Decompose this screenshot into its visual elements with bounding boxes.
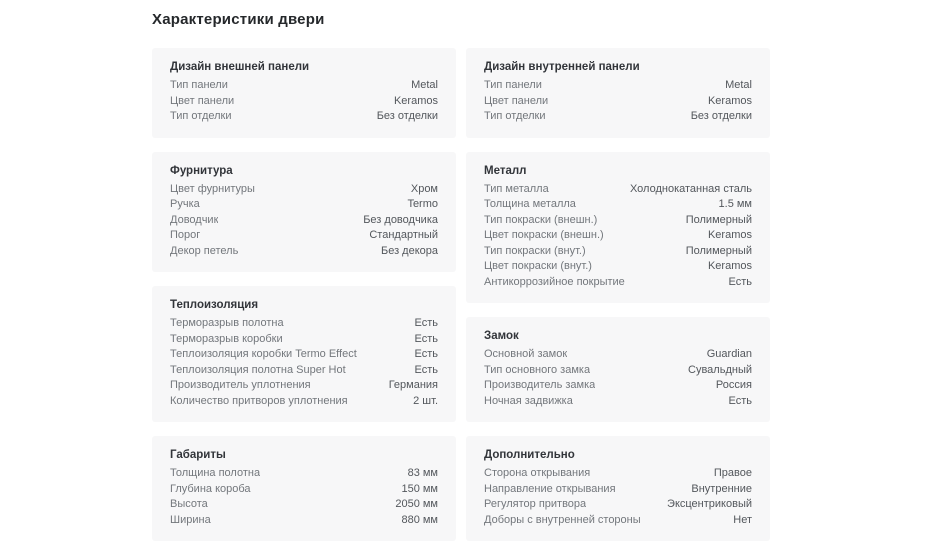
- spec-label: Тип отделки: [484, 110, 546, 122]
- spec-label: Тип покраски (внут.): [484, 244, 586, 257]
- spec-label: Основной замок: [484, 348, 568, 360]
- spec-label: Антикоррозийное покрытие: [484, 275, 625, 288]
- spec-label: Теплоизоляция полотна Super Hot: [170, 363, 346, 376]
- spec-card-title: Габариты: [170, 449, 226, 461]
- specs-page: [152, 10, 772, 541]
- spec-value: Эксцентриковый: [667, 498, 752, 510]
- spec-value: Сувальдный: [688, 363, 752, 376]
- spec-row: [170, 244, 438, 260]
- spec-card: [152, 286, 456, 422]
- spec-card-title: Дополнительно: [484, 449, 575, 461]
- spec-label: Цвет панели: [170, 94, 235, 107]
- spec-card-title: Теплоизоляция: [170, 299, 259, 311]
- spec-value: Без отделки: [376, 110, 438, 122]
- spec-row: [484, 94, 752, 110]
- spec-card: [152, 48, 456, 138]
- spec-row: [484, 363, 752, 379]
- spec-value: Холоднокатанная сталь: [629, 182, 752, 195]
- spec-value: 880 мм: [401, 513, 438, 526]
- spec-row: [170, 497, 438, 513]
- spec-row: [484, 78, 752, 94]
- spec-row: [170, 182, 438, 198]
- spec-card: [466, 152, 770, 304]
- spec-value: Есть: [728, 275, 752, 288]
- spec-row: [484, 394, 752, 410]
- spec-label: Доборы с внутренней стороны: [484, 513, 641, 526]
- spec-value: Германия: [388, 379, 438, 391]
- spec-row: [484, 466, 752, 482]
- spec-card-title: Дизайн внутренней панели: [484, 61, 640, 73]
- spec-value: Metal: [725, 79, 752, 91]
- spec-value: Без доводчика: [363, 213, 438, 226]
- spec-row: [170, 482, 438, 498]
- spec-rows: [484, 347, 752, 409]
- spec-value: Termo: [407, 198, 438, 210]
- spec-value: Есть: [728, 394, 752, 407]
- spec-value: 2050 мм: [395, 498, 438, 510]
- spec-value: Полимерный: [685, 213, 752, 226]
- spec-value: Внутренние: [691, 482, 752, 495]
- spec-value: Metal: [411, 79, 438, 91]
- spec-card: [466, 436, 770, 541]
- spec-label: Тип покраски (внешн.): [484, 213, 598, 226]
- spec-label: Тип панели: [484, 79, 542, 91]
- spec-row: [170, 378, 438, 394]
- spec-card: [466, 317, 770, 422]
- spec-value: Стандартный: [369, 229, 438, 241]
- spec-rows: [170, 78, 438, 125]
- spec-label: Тип отделки: [170, 110, 232, 122]
- spec-row: [484, 197, 752, 213]
- spec-value: Без отделки: [690, 110, 752, 122]
- spec-row: [170, 197, 438, 213]
- spec-value: 83 мм: [407, 467, 438, 479]
- spec-label: Теплоизоляция коробки Termo Effect: [170, 348, 357, 360]
- spec-rows: [484, 78, 752, 125]
- spec-label: Производитель уплотнения: [170, 379, 311, 391]
- spec-row: [170, 78, 438, 94]
- spec-value: 1.5 мм: [718, 198, 752, 210]
- spec-row: [484, 259, 752, 275]
- spec-label: Ночная задвижка: [484, 394, 573, 407]
- spec-row: [484, 513, 752, 529]
- spec-value: Полимерный: [685, 244, 752, 257]
- spec-rows: [170, 466, 438, 528]
- spec-label: Порог: [170, 229, 201, 241]
- spec-label: Цвет покраски (внут.): [484, 260, 592, 272]
- spec-label: Высота: [170, 498, 208, 510]
- spec-label: Тип основного замка: [484, 363, 591, 376]
- spec-value: Keramos: [707, 94, 752, 107]
- spec-row: [170, 94, 438, 110]
- spec-label: Толщина полотна: [170, 467, 261, 479]
- spec-value: 2 шт.: [413, 394, 438, 407]
- spec-column: [466, 48, 770, 541]
- spec-label: Регулятор притвора: [484, 498, 587, 510]
- spec-row: [170, 394, 438, 410]
- spec-card: [152, 436, 456, 541]
- spec-columns: [152, 48, 772, 541]
- spec-row: [170, 109, 438, 125]
- spec-label: Цвет фурнитуры: [170, 182, 255, 195]
- spec-rows: [484, 182, 752, 291]
- spec-value: Хром: [410, 182, 438, 195]
- spec-label: Цвет покраски (внешн.): [484, 229, 604, 241]
- spec-row: [170, 466, 438, 482]
- spec-card: [152, 152, 456, 273]
- spec-label: Терморазрыв коробки: [170, 332, 283, 345]
- spec-row: [170, 228, 438, 244]
- spec-card-title: Фурнитура: [170, 164, 233, 177]
- spec-value: 150 мм: [401, 482, 438, 495]
- spec-value: Россия: [715, 379, 752, 391]
- spec-label: Тип металла: [484, 182, 549, 195]
- spec-value: Правое: [713, 467, 752, 479]
- spec-card-title: Металл: [484, 164, 527, 177]
- spec-value: Нет: [733, 513, 752, 526]
- spec-row: [170, 363, 438, 379]
- spec-row: [170, 332, 438, 348]
- spec-row: [484, 497, 752, 513]
- spec-value: Keramos: [707, 260, 752, 272]
- spec-row: [484, 378, 752, 394]
- spec-label: Цвет панели: [484, 94, 549, 107]
- spec-value: Без декора: [380, 244, 438, 257]
- spec-value: Keramos: [707, 229, 752, 241]
- spec-row: [484, 228, 752, 244]
- spec-label: Ширина: [170, 513, 211, 526]
- spec-label: Производитель замка: [484, 379, 596, 391]
- page-title: Характеристики двери: [152, 11, 325, 28]
- spec-row: [484, 182, 752, 198]
- spec-row: [484, 213, 752, 229]
- spec-rows: [484, 466, 752, 528]
- spec-value: Есть: [414, 332, 438, 345]
- spec-label: Тип панели: [170, 79, 228, 91]
- spec-label: Направление открывания: [484, 482, 616, 495]
- spec-label: Сторона открывания: [484, 467, 591, 479]
- spec-label: Доводчик: [170, 213, 219, 226]
- spec-value: Есть: [414, 348, 438, 360]
- spec-row: [484, 244, 752, 260]
- spec-row: [484, 109, 752, 125]
- spec-value: Guardian: [706, 348, 752, 360]
- spec-rows: [170, 316, 438, 409]
- spec-rows: [170, 182, 438, 260]
- spec-label: Количество притворов уплотнения: [170, 394, 348, 407]
- spec-label: Декор петель: [170, 244, 239, 257]
- spec-card-title: Замок: [484, 330, 519, 342]
- spec-column: [152, 48, 456, 541]
- spec-row: [170, 513, 438, 529]
- spec-label: Толщина металла: [484, 198, 576, 210]
- spec-row: [484, 275, 752, 291]
- spec-row: [484, 347, 752, 363]
- spec-row: [170, 213, 438, 229]
- spec-value: Keramos: [393, 94, 438, 107]
- spec-card-title: Дизайн внешней панели: [170, 61, 310, 73]
- spec-label: Ручка: [170, 198, 200, 210]
- spec-card: [466, 48, 770, 138]
- spec-row: [484, 482, 752, 498]
- spec-row: [170, 347, 438, 363]
- spec-label: Терморазрыв полотна: [170, 317, 284, 329]
- spec-label: Глубина короба: [170, 482, 251, 495]
- spec-value: Есть: [414, 363, 438, 376]
- spec-row: [170, 316, 438, 332]
- spec-value: Есть: [414, 317, 438, 329]
